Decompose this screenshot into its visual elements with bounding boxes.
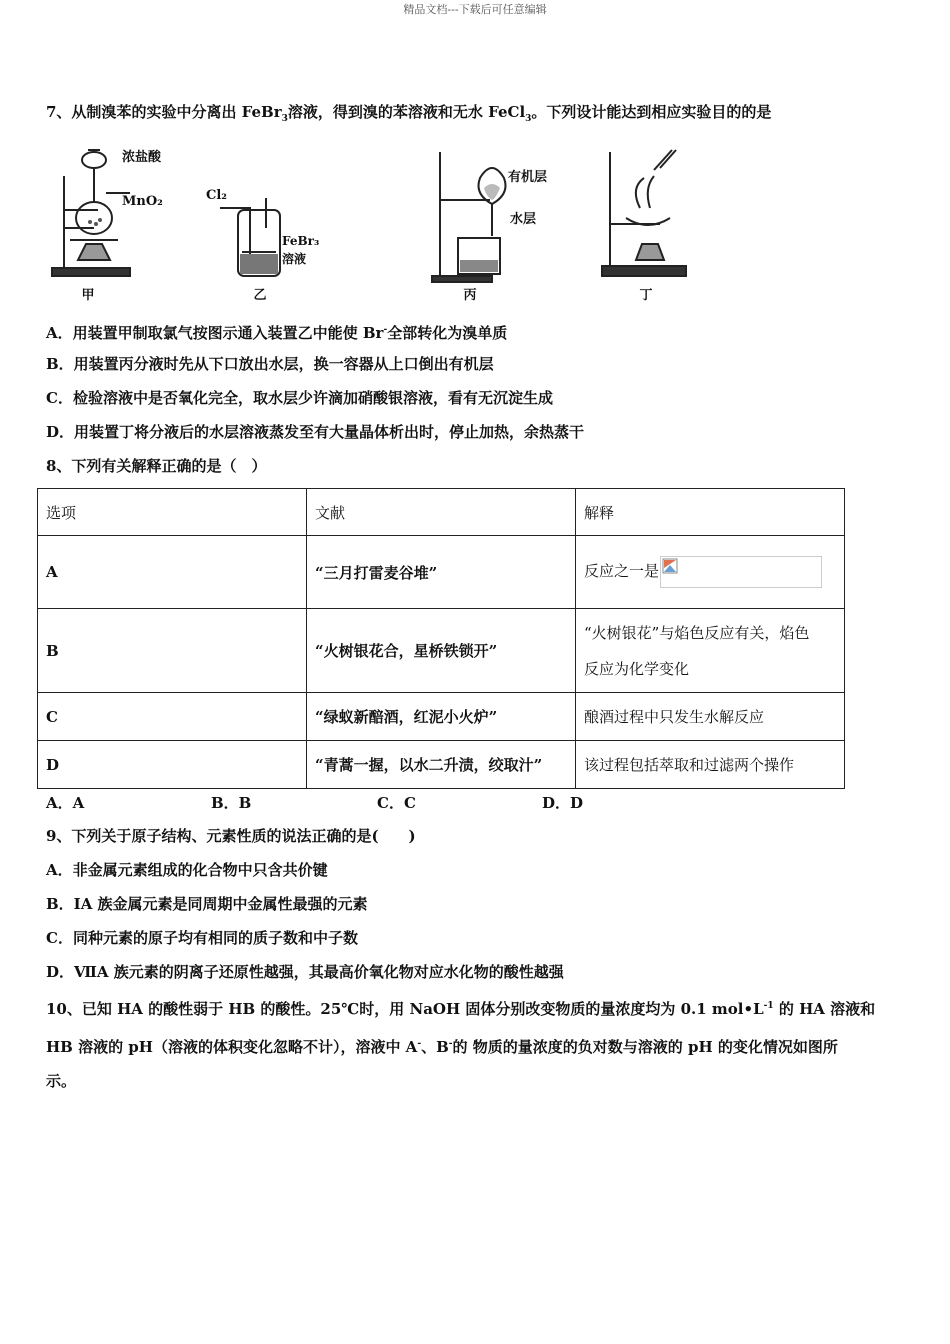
label-organic: 有机层	[508, 170, 548, 185]
apparatus-yi	[200, 148, 330, 308]
broken-image-icon	[662, 558, 678, 574]
row-a-literature: “三月打雷麦谷堆”	[307, 536, 576, 609]
table-row	[38, 693, 845, 741]
table-header-row	[38, 489, 845, 536]
q7-stem-sub2: 3	[525, 114, 532, 124]
q9-option-d: D．ⅦA 族元素的阴离子还原性越强，其最高价氧化物对应水化物的酸性越强	[46, 963, 564, 981]
q7-stem-part3: 溶液，得到溴的苯溶液和无水	[287, 103, 489, 121]
q10-line2-sup1: -	[417, 1039, 422, 1049]
apparatus-yi-drawing	[200, 148, 330, 288]
q7-option-c: C．检验溶液中是否氧化完全，取水层少许滴加硝酸银溶液，看有无沉淀生成	[46, 389, 553, 407]
q9-option-a: A．非金属元素组成的化合物中只含共价键	[46, 861, 328, 879]
q8-choices	[46, 792, 746, 812]
q10-line2	[46, 1034, 838, 1057]
label-bing: 丙	[463, 288, 477, 303]
table-row	[38, 536, 845, 609]
q7-stem-sub: 3	[281, 114, 288, 124]
q8-choice-c: C．C	[377, 794, 416, 812]
q9-option-c: C．同种元素的原子均有相同的质子数和中子数	[46, 929, 358, 947]
q7-stem-part1: 7、从制溴苯的实验中分离出	[46, 103, 242, 121]
label-water: 水层	[510, 212, 537, 227]
q7-stem-part2: FeBr	[241, 103, 282, 121]
q9-option-b: B．ⅠA 族金属元素是同周期中金属性最强的元素	[46, 895, 368, 913]
q10-line1-sup: -1	[763, 1001, 774, 1011]
q8-choice-d: D．D	[542, 794, 584, 812]
q10-line1-a: 10、已知 HA 的酸性弱于 HB 的酸性。25℃时，用 NaOH 固体分别改变物质的量浓度均为 0.1 mol•L	[46, 1000, 764, 1018]
q10-line3: 示。	[46, 1072, 77, 1090]
row-a-explanation-text: 反应之一是	[584, 562, 660, 580]
header-literature: 文献	[307, 489, 576, 536]
label-cl2: Cl₂	[206, 188, 227, 203]
q7-option-d: D．用装置丁将分液后的水层溶液蒸发至有大量晶体析出时，停止加热，余热蒸干	[46, 423, 585, 441]
q10-line2-sup2: -	[448, 1039, 453, 1049]
apparatus-bing-drawing	[430, 148, 570, 288]
label-yi: 乙	[253, 288, 267, 303]
q7-stem-part4: FeCl	[488, 103, 526, 121]
row-a-explanation	[576, 536, 845, 609]
row-b-literature: “火树银花合，星桥铁锁开”	[307, 609, 576, 693]
q7-stem	[46, 102, 771, 129]
label-mno2: MnO₂	[122, 194, 163, 209]
row-b-explanation-line1: “火树银花”与焰色反应有关，焰色	[584, 623, 810, 642]
label-hcl: 浓盐酸	[122, 150, 162, 165]
q7-option-b: B．用装置丙分液时先从下口放出水层，换一容器从上口倒出有机层	[46, 355, 494, 373]
row-c-option: C	[38, 693, 307, 741]
q10-line2-b: 、B	[421, 1038, 449, 1056]
q10-line1	[46, 996, 875, 1019]
q7-option-a-sup: -	[383, 325, 388, 335]
q10-line2-c: 的 物质的量浓度的负对数与溶液的 pH 的变化情况如图所	[452, 1038, 838, 1056]
q9-stem: 9、下列关于原子结构、元素性质的说法正确的是( )	[46, 827, 416, 845]
q10-line1-b: 的 HA 溶液和	[773, 1000, 876, 1018]
label-jia: 甲	[81, 288, 95, 303]
q8-choice-a: A．A	[46, 794, 85, 812]
row-c-explanation: 酿酒过程中只发生水解反应	[576, 693, 845, 741]
q7-option-a-text: A．用装置甲制取氯气按图示通入装置乙中能使 Br	[46, 324, 384, 342]
header-option: 选项	[38, 489, 307, 536]
apparatus-jia-drawing	[50, 148, 180, 288]
q10-line2-a: HB 溶液的 pH（溶液的体积变化忽略不计），溶液中 A	[46, 1038, 418, 1056]
row-b-option: B	[38, 609, 307, 693]
q7-option-a-text2: 全部转化为溴单质	[387, 324, 508, 342]
broken-image	[660, 556, 822, 588]
table-row	[38, 609, 845, 693]
row-a-option: A	[38, 536, 307, 609]
row-b-explanation-line2: 反应为化学变化	[584, 659, 690, 678]
label-soln: 溶液	[282, 252, 307, 266]
apparatus-jia	[50, 148, 180, 308]
row-d-literature: “青蒿一握，以水二升渍，绞取汁”	[307, 741, 576, 789]
label-ding: 丁	[639, 288, 653, 303]
apparatus-bing	[430, 148, 570, 308]
row-b-explanation	[576, 609, 845, 693]
q8-table	[37, 488, 845, 789]
apparatus-ding	[600, 148, 710, 308]
apparatus-ding-drawing	[600, 148, 710, 288]
label-febr3: FeBr₃	[282, 234, 320, 248]
q8-choice-b: B．B	[211, 794, 252, 812]
table-row	[38, 741, 845, 789]
header-explanation: 解释	[576, 489, 845, 536]
q7-option-a	[46, 320, 507, 343]
page-header: 精品文档---下载后可任意编辑	[403, 3, 547, 16]
row-c-literature: “绿蚁新醅酒，红泥小火炉”	[307, 693, 576, 741]
row-d-explanation: 该过程包括萃取和过滤两个操作	[576, 741, 845, 789]
apparatus-figures	[46, 148, 706, 308]
q8-stem: 8、下列有关解释正确的是（ ）	[46, 457, 267, 475]
row-d-option: D	[38, 741, 307, 789]
q7-stem-part5: 。下列设计能达到相应实验目的的是	[531, 103, 772, 121]
